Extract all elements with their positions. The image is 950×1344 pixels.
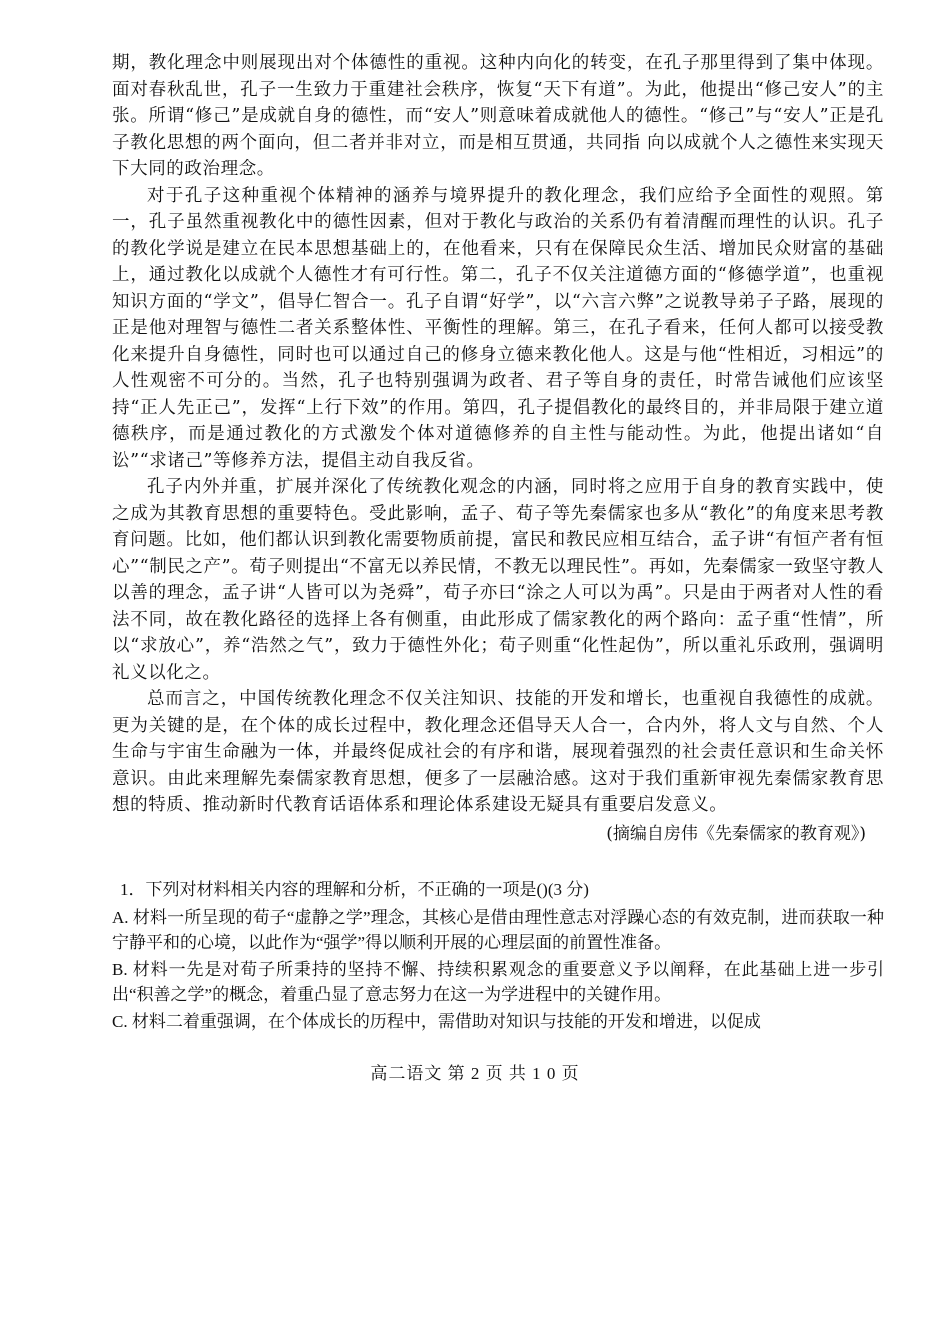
paragraph-2: 对于孔子这种重视个体精神的涵养与境界提升的教化理念，我们应给予全面性的观照。第一，孔子虽然重视教化中的德性因素，但对于教化与政治的关系仍有着清醒而理性的认识。孔子的教化学说是建立在民本思想基础上的，在他看来，只有在保障民众生活、增加民众财富的基础上，通过教化以成就个人德性才有可行性。第二，孔子不仅关注道德方面的“修德学道”，也重视知识方面的“学文”，倡导仁智合一。孔子自谓“好学”，以“六言六弊”之说教导弟子子路，展现的正是他对理智与德性二者关系整体性、平衡性的理解。第三，在孔子看来，任何人都可以接受教化来提升自身德性，同时也可以通过自己的修身立德来教化他人。这是与他“性相近，习相远”的人性观密不可分的。当然，孔子也特别强调为政者、君子等自身的责任，时常告诫他们应该坚持“正人先正己”，发挥“上行下效”的作用。第四，孔子提倡教化的最终目的，并非局限于建立道德秩序，而是通过教化的方式激发个体对道德修养的自主性与能动性。为此，他提出诸如“自讼”“求诸己”等修养方法，提倡主动自我反省。 <box>112 185 884 471</box>
option-b: B. 材料一先是对荀子所秉持的坚持不懈、持续积累观念的重要意义予以阐释，在此基础上进一步引出“积善之学”的概念，着重凸显了意志努力在这一为学进程中的关键作用。 <box>112 959 884 1004</box>
document-page <box>112 50 884 1036</box>
source-citation: (摘编自房伟《先秦儒家的教育观》) <box>606 823 866 844</box>
question-1 <box>112 877 884 1034</box>
paragraph-1: 期，教化理念中则展现出对个体德性的重视。这种内向化的转变，在孔子那里得到了集中体现。面对春秋乱世，孔子一生致力于重建社会秩序，恢复“天下有道”。为此，他提出“修己安人”的主张。所谓“修己”是成就自身的德性，而“安人”则意味着成就他人的德性。“修己”与“安人”正是孔子教化思想的两个面向，但二者并非对立，而是相互贯通，共同指 向以成就个人之德性来实现天下大同的政治理念。 <box>112 53 884 179</box>
paragraph-4: 总而言之，中国传统教化理念不仅关注知识、技能的开发和增长，也重视自我德性的成就。更为关键的是，在个体的成长过程中，教化理念还倡导天人合一，合内外，将人文与自然、个人生命与宇宙生命融为一体，并最终促成社会的有序和谐，展现着强烈的社会责任意识和生命关怀意识。由此来理解先秦儒家教育思想，便多了一层融洽感。这对于我们重新审视先秦儒家教育思想的特质、推动新时代教育话语体系和理论体系建设无疑具有重要启发意义。 <box>112 689 884 815</box>
option-c: C. 材料二着重强调，在个体成长的历程中，需借助对知识与技能的开发和增进，以促成 <box>112 1011 761 1031</box>
option-a: A. 材料一所呈现的荀子“虚静之学”理念，其核心是借由理性意志对浮躁心态的有效克制，进而获取一种宁静平和的心境，以此作为“强学”得以顺利开展的心理层面的前置性准备。 <box>112 907 884 952</box>
paragraph-3: 孔子内外并重，扩展并深化了传统教化观念的内涵，同时将之应用于自身的教育实践中，使之成为其教育思想的重要特色。受此影响，孟子、荀子等先秦儒家也多从“教化”的角度来思考教育问题。比如，他们都认识到教化需要物质前提，富民和教民应相互结合，孟子讲“有恒产者有恒心”“制民之产”。荀子则提出“不富无以养民情，不教无以理民性”。再如，先秦儒家一致坚守教人以善的理念，孟子讲“人皆可以为尧舜”，荀子亦曰“涂之人可以为禹”。只是由于两者对人性的看法不同，故在教化路径的选择上各有侧重，由此形成了儒家教化的两个路向：孟子重“性情”，所以“求放心”，养“浩然之气”，致力于德性外化；荀子则重“化性起伪”，所以重礼乐政刑，强调明礼义以化之。 <box>112 477 884 683</box>
question-stem: 1．下列对材料相关内容的理解和分析，不正确的一项是()(3 分) <box>120 879 589 899</box>
page-footer: 高二语文 第 2 页 共 1 0 页 <box>370 1064 580 1083</box>
